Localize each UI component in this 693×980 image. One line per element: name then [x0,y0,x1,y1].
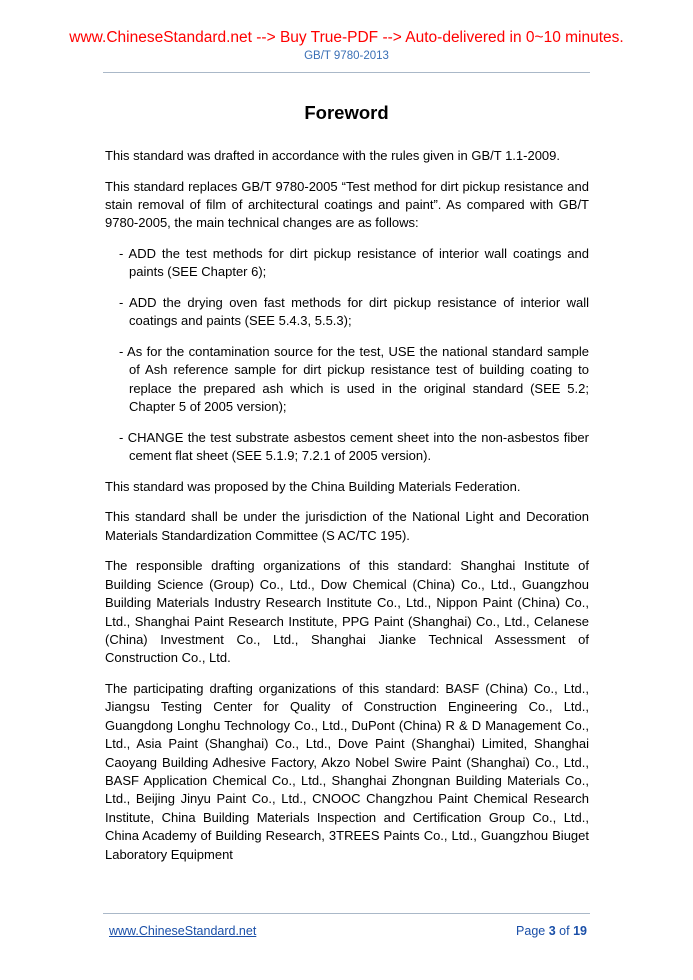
foreword-body [105,147,589,876]
top-banner[interactable]: www.ChineseStandard.net --> Buy True-PDF --> Auto-delivered in 0~10 minutes. [69,29,624,46]
current-page-number: 3 [548,924,556,938]
page-indicator [516,923,587,939]
paragraph-jurisdiction: This standard shall be under the jurisdiction of the National Light and Decoration Materials Standardization Committee (S AC/TC 195). [105,509,589,543]
page-title: Foreword [304,102,389,123]
change-list-item: - As for the contamination source for the test, USE the national standard sample of Ash reference sample for dirt pickup resistance test of building coating to replace the prepared ash which is used in the original standard (SEE 5.2; Chapter 5 of 2005 version); [119,344,589,415]
change-list-item: - ADD the drying oven fast methods for dirt pickup resistance of interior wall coatings and paints (SEE 5.4.3, 5.5.3); [119,295,589,329]
paragraph-replacement: This standard replaces GB/T 9780-2005 “Test method for dirt pickup resistance and stain removal of film of architectural coatings and paint”. As compared with GB/T 9780-2005, the main technical changes are as follows: [105,178,589,231]
document-code: GB/T 9780-2013 [304,50,389,62]
change-list-item: - ADD the test methods for dirt pickup resistance of interior wall coatings and paints (SEE Chapter 6); [119,246,589,280]
paragraph-participating-organizations: The participating drafting organizations of this standard: BASF (China) Co., Ltd., Jiangsu Testing Center for Quality of Construction Engineering Co., Ltd., Guangdong Longhu Technology Co., Ltd., DuPont (China) R & D Management Co., Ltd., Asia Paint (Shanghai) Co., Ltd., Dove Paint (Shanghai) Limited, Shanghai Caoyang Building Adhesive Factory, Akzo Nobel Swire Paint (Shanghai) Co., Ltd., BASF Application Chemical Co., Ltd., Shanghai Zhongnan Building Materials Co., Ltd., Beijing Jinyu Paint Co., Ltd., CNOOC Changzhou Paint Chemical Research Institute, China Building Materials Inspection and Certification Group Co., Ltd., China Academy of Building Research, 3TREES Paints Co., Ltd., Guangzhou Biuget Laboratory Equipment [105,681,589,862]
page-label: Page [516,924,546,938]
total-pages-number: 19 [573,924,587,938]
footer-divider [103,913,590,914]
footer-website-link[interactable]: www.ChineseStandard.net [109,924,257,938]
paragraph-drafting-rules: This standard was drafted in accordance with the rules given in GB/T 1.1-2009. [105,148,561,163]
page-of-label: of [559,924,570,938]
change-list-item: - CHANGE the test substrate asbestos cement sheet into the non-asbestos fiber cement flat sheet (SEE 5.1.9; 7.2.1 of 2005 version). [119,429,589,464]
paragraph-proposed-by: This standard was proposed by the China Building Materials Federation. [105,478,521,494]
header-divider [103,72,590,73]
paragraph-responsible-organizations: The responsible drafting organizations of this standard: Shanghai Institute of Building Science (Group) Co., Ltd., Dow Chemical (China) Co., Ltd., Guangzhou Building Materials Industry Research Institute Co., Ltd., Nippon Paint (China) Co., Ltd., Shanghai Paint Research Institute, PPG Paint (Shanghai) Co., Ltd., Celanese (China) Investment Co., Ltd., Shanghai Jianke Technical Assessment of Construction Co., Ltd. [105,558,589,666]
